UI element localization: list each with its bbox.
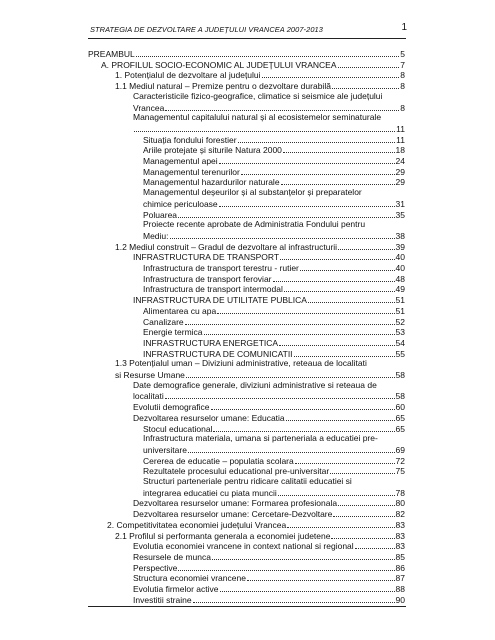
dot-leader xyxy=(330,473,394,474)
toc-entry-text: Alimentarea cu apa xyxy=(143,306,217,316)
dot-leader xyxy=(247,580,395,581)
toc-entry[interactable] xyxy=(133,390,405,401)
toc-page-number: 87 xyxy=(395,573,405,583)
dot-leader xyxy=(273,281,395,282)
toc-page-number: 53 xyxy=(395,327,405,337)
toc-page-number: 69 xyxy=(395,445,405,455)
toc-entry-text: Dezvoltarea resurselor umane: Cercetare-Dezvoltare xyxy=(133,509,333,519)
toc-entry[interactable] xyxy=(133,508,405,519)
toc-entry-text: 1. Potențialul de dezvoltare al județului xyxy=(115,70,261,80)
dot-leader xyxy=(284,291,395,292)
toc-entry[interactable] xyxy=(133,123,405,134)
toc-entry-text: Investitii straine xyxy=(133,595,192,605)
toc-entry-text[interactable]: Caracteristicile fizico-geografice, climatice si seismice ale județului xyxy=(133,91,383,101)
toc-entry-text: A. PROFILUL SOCIO-ECONOMIC AL JUDEȚULUI VRANCEA xyxy=(101,60,337,70)
dot-leader xyxy=(217,313,394,314)
toc-entry[interactable] xyxy=(88,48,405,59)
toc-entry-text: Energie termica xyxy=(143,327,203,337)
toc-page-number: 65 xyxy=(395,413,405,423)
toc-page-number: 5 xyxy=(400,49,405,59)
toc-entry-text: Infrastructura de transport terestru - rutier xyxy=(143,263,299,273)
toc-entry-text: INFRASTRUCTURA DE TRANSPORT xyxy=(133,252,280,262)
toc-page-number: 85 xyxy=(395,552,405,562)
toc-page-number: 78 xyxy=(395,488,405,498)
dot-leader xyxy=(204,334,395,335)
toc-entry-text: Cererea de educatie – populatia scolara xyxy=(143,456,294,466)
toc-page-number: 40 xyxy=(395,263,405,273)
dot-leader xyxy=(279,345,394,346)
toc-entry-text: si Resurse Umane xyxy=(115,370,185,380)
toc-entry[interactable] xyxy=(133,551,405,562)
dot-leader xyxy=(185,324,395,325)
toc-page-number: 29 xyxy=(395,167,405,177)
toc-entry[interactable] xyxy=(133,401,405,412)
toc-entry-text: Dezvoltarea resurselor umane: Educatia xyxy=(133,413,285,423)
toc-page-number: 86 xyxy=(395,563,405,573)
toc-entry-text[interactable]: Infrastructura materiala, umana si parteneriala a educatiei pre- xyxy=(143,433,378,443)
toc-entry-text[interactable]: Managementul capitalului natural și al ecosistemelor seminaturale xyxy=(133,112,382,122)
toc-entry-text: Perspective xyxy=(133,563,178,573)
dot-leader xyxy=(278,495,395,496)
toc-page-number: 72 xyxy=(395,456,405,466)
toc-page-number: 48 xyxy=(395,274,405,284)
dot-leader xyxy=(170,238,395,239)
toc-entry-text: Infrastructura de transport feroviar xyxy=(143,274,272,284)
toc-page-number: 35 xyxy=(395,210,405,220)
dot-leader xyxy=(188,452,395,453)
dot-leader xyxy=(211,409,395,410)
dot-leader xyxy=(262,77,400,78)
toc-page-number: 54 xyxy=(395,338,405,348)
dot-leader xyxy=(281,184,395,185)
toc-entry-text: 1.2 Mediul construit – Gradul de dezvoltare al infrastructurii xyxy=(115,242,338,252)
toc-page-number: 58 xyxy=(395,391,405,401)
toc-entry[interactable] xyxy=(143,155,405,166)
toc-entry[interactable] xyxy=(133,540,405,551)
toc-entry[interactable] xyxy=(115,80,405,91)
toc-entry[interactable] xyxy=(115,69,405,80)
toc-page-number: 8 xyxy=(400,103,405,113)
toc-page-number: 11 xyxy=(396,124,405,134)
toc-entry[interactable] xyxy=(133,251,405,262)
dot-leader xyxy=(286,420,395,421)
toc-entry-text: Rezultatele procesului educational pre-universitar xyxy=(143,466,330,476)
dot-leader xyxy=(338,249,394,250)
toc-entry[interactable] xyxy=(143,198,405,209)
toc-entry-text: Evolutia economiei vrancene in context national si regional xyxy=(133,541,354,551)
toc-entry[interactable] xyxy=(133,497,405,508)
toc-entry[interactable] xyxy=(143,176,405,187)
toc-entry-text: 2. Competitivitatea economiei județului Vrancea xyxy=(107,520,287,530)
dot-leader xyxy=(165,110,399,111)
toc-entry-text: Canalizare xyxy=(143,317,184,327)
toc-entry-text: Resursele de munca xyxy=(133,552,211,562)
toc-page-number: 60 xyxy=(395,402,405,412)
toc-page-number: 83 xyxy=(395,531,405,541)
toc-page-number: 90 xyxy=(395,595,405,605)
dot-leader xyxy=(294,356,395,357)
toc-page-number: 49 xyxy=(395,284,405,294)
dot-leader xyxy=(178,217,395,218)
toc-entry[interactable] xyxy=(143,283,405,294)
toc-page-number: 11 xyxy=(396,135,405,145)
dot-leader xyxy=(134,131,395,132)
toc-entry-text[interactable]: Managementul deșeurilor și al substanțelor și preparatelor xyxy=(143,187,362,197)
dot-leader xyxy=(338,505,394,506)
dot-leader xyxy=(338,67,400,68)
toc-entry[interactable] xyxy=(143,326,405,337)
toc-page-number: 55 xyxy=(395,349,405,359)
toc-entry-text: INFRASTRUCTURA ENERGETICA xyxy=(143,338,279,348)
toc-page-number: 80 xyxy=(395,498,405,508)
toc-entry-text: Vrancea xyxy=(133,103,165,113)
dot-leader xyxy=(165,398,395,399)
toc-entry-text: Stocul educational xyxy=(143,424,213,434)
toc-entry-text: localitati xyxy=(133,391,164,401)
toc-page-number: 83 xyxy=(395,520,405,530)
toc-entry[interactable] xyxy=(115,369,405,380)
toc-page-number: 18 xyxy=(395,145,405,155)
dot-leader xyxy=(136,56,400,57)
toc-entry[interactable] xyxy=(107,519,405,530)
page-number: 1 xyxy=(401,22,407,33)
toc-entry[interactable] xyxy=(143,262,405,273)
dot-leader xyxy=(238,142,396,143)
toc-entry-text: 2.1 Profilul si performanta generala a economiei judetene xyxy=(115,531,331,541)
toc-entry[interactable] xyxy=(143,337,405,348)
toc-page-number: 88 xyxy=(395,584,405,594)
toc-entry-text: universitare xyxy=(143,445,187,455)
toc-page-number: 58 xyxy=(395,370,405,380)
toc-entry-text: Evolutia firmelor active xyxy=(133,584,219,594)
toc-entry[interactable] xyxy=(143,305,405,316)
toc-entry[interactable] xyxy=(133,583,405,594)
toc-entry-text: INFRASTRUCTURA DE COMUNICATII xyxy=(143,349,293,359)
dot-leader xyxy=(178,570,394,571)
toc-page-number: 52 xyxy=(395,317,405,327)
toc-entry-text: Structura economiei vrancene xyxy=(133,573,246,583)
toc-entry-text: integrarea educatiei cu piata muncii xyxy=(143,488,277,498)
toc-entry-text: INFRASTRUCTURA DE UTILITATE PUBLICA xyxy=(133,295,307,305)
toc-entry-text[interactable]: Structuri parteneriale pentru ridicare calitatii educatiei si xyxy=(143,476,352,486)
toc-page-number: 83 xyxy=(395,541,405,551)
dot-leader xyxy=(193,602,395,603)
dot-leader xyxy=(219,206,395,207)
toc-entry[interactable] xyxy=(133,572,405,583)
dot-leader xyxy=(331,538,394,539)
toc-entry-text: 1.1 Mediul natural – Premize pentru o dezvoltare durabilă xyxy=(115,81,331,91)
toc-entry[interactable] xyxy=(133,294,405,305)
dot-leader xyxy=(213,431,394,432)
toc-entry-text: Poluarea xyxy=(143,210,178,220)
toc-entry-text: Mediu: xyxy=(143,231,169,241)
toc-entry-text: Managementul apei xyxy=(143,156,218,166)
toc-entry-text: Ariile protejate și siturile Natura 2000 xyxy=(143,145,282,155)
toc-entry[interactable] xyxy=(143,230,405,241)
toc-entry[interactable] xyxy=(143,144,405,155)
footer-rule xyxy=(88,606,406,607)
dot-leader xyxy=(186,377,395,378)
running-header-title: STRATEGIA DE DEZVOLTARE A JUDEȚULUI VRANCEA 2007-2013 xyxy=(90,25,323,34)
toc-entry-text: PREAMBUL xyxy=(88,49,135,59)
toc-entry[interactable] xyxy=(143,444,405,455)
dot-leader xyxy=(241,174,395,175)
dot-leader xyxy=(280,259,394,260)
toc-page-number: 31 xyxy=(395,199,405,209)
toc-entry-text: Evolutii demografice xyxy=(133,402,210,412)
toc-page-number: 65 xyxy=(395,424,405,434)
dot-leader xyxy=(295,463,395,464)
toc-entry-text[interactable]: Date demografice generale, diviziuni administrative si reteaua de xyxy=(133,380,377,390)
toc-entry-text: Managementul terenurilor xyxy=(143,167,240,177)
toc-entry[interactable] xyxy=(133,594,405,605)
dot-leader xyxy=(333,516,394,517)
toc-page-number: 39 xyxy=(395,242,405,252)
toc-page-number: 24 xyxy=(395,156,405,166)
dot-leader xyxy=(300,270,395,271)
dot-leader xyxy=(308,302,395,303)
toc-page-number: 38 xyxy=(395,231,405,241)
toc-page-number: 8 xyxy=(400,81,405,91)
toc-page-number: 82 xyxy=(395,509,405,519)
toc-page-number: 75 xyxy=(395,466,405,476)
toc-entry-text: chimice periculoase xyxy=(143,199,218,209)
toc-page-number: 8 xyxy=(400,70,405,80)
toc-entry-text: Dezvoltarea resurselor umane: Formarea profesionala xyxy=(133,498,338,508)
toc-page-number: 51 xyxy=(395,306,405,316)
toc-entry-text: Managementul hazardurilor naturale xyxy=(143,177,280,187)
toc-entry-text: Situația fondului forestier xyxy=(143,135,237,145)
toc-page-number: 51 xyxy=(395,295,405,305)
toc-entry[interactable] xyxy=(133,412,405,423)
dot-leader xyxy=(355,548,395,549)
toc-entry-text[interactable]: 1.3 Potențialul uman – Diviziuni administrative, reteaua de localitati xyxy=(115,358,367,368)
toc-page-number: 7 xyxy=(400,60,405,70)
toc-page-number: 40 xyxy=(395,252,405,262)
toc-entry[interactable] xyxy=(143,465,405,476)
dot-leader xyxy=(219,163,395,164)
dot-leader xyxy=(212,559,395,560)
dot-leader xyxy=(283,152,395,153)
toc-entry-text: Infrastructura de transport intermodal xyxy=(143,284,283,294)
dot-leader xyxy=(332,88,399,89)
dot-leader xyxy=(220,591,395,592)
toc-entry-text[interactable]: Proiecte recente aprobate de Administratia Fondului pentru xyxy=(143,219,366,229)
dot-leader xyxy=(287,527,394,528)
toc-page-number: 29 xyxy=(395,177,405,187)
